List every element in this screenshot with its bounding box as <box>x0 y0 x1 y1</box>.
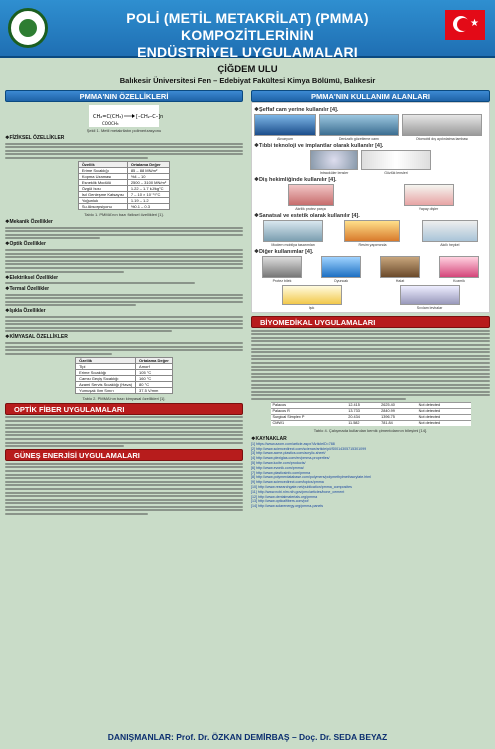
reference-item[interactable]: [2] http://www.sciencedirect.com/science/article/pii/S0014305715301099 <box>251 446 367 451</box>
eyeglass-label: Gözlük lensleri <box>384 171 408 175</box>
bio-table-cell: Not detected <box>417 420 471 426</box>
props-table-cell: Kopma Uzaması <box>78 173 127 179</box>
reference-item[interactable]: [10] http://www.researchgate.net/publication/pmma_composites <box>251 485 352 490</box>
physical-properties-text <box>5 143 243 159</box>
painting-label: Resim yapımında <box>358 243 387 247</box>
props-table-cell: 2500 – 3100 MN/m² <box>127 179 169 185</box>
bio-table-cell: 20.434 <box>346 414 379 420</box>
intraocular-label: Intraoküler lensler <box>319 171 349 175</box>
wrist-label: Protez bilek <box>272 279 292 283</box>
optical-text <box>5 249 243 273</box>
props-table-cell: 85 – 88 MN/m² <box>127 167 169 173</box>
props-table-cell: 1.22 – 1.7 kJ/kg°C <box>127 185 169 191</box>
chem-table-cell: 105 °C <box>136 369 173 375</box>
bio-table-cell: 11.582 <box>346 420 379 426</box>
chem-table-cell: Amorf <box>136 363 173 369</box>
cosmetic-image <box>439 256 479 278</box>
chemical-text <box>5 342 243 355</box>
prosthesis-label: Akrilik protez parça <box>295 207 326 211</box>
physical-properties-table <box>78 161 170 210</box>
title-line-2: ENDÜSTRİYEL UYGULAMALARI <box>137 44 358 60</box>
cosmetic-label: Kozmik <box>453 279 465 283</box>
thermal-properties-title: ❖ Termal Özellikler <box>5 286 243 292</box>
chem-table-caption: Tablo 2. PMMA'nın bazı kimyasal özellikleri [1]. <box>82 395 166 401</box>
bio-table-cell: CMW1 <box>271 420 347 426</box>
car-lamp-label: Otomobil dış aydınlatma lambası <box>415 137 469 141</box>
props-table-cell: Isıl Genleşme Katsayısı <box>78 191 127 197</box>
svg-text:COOCH₃: COOCH₃ <box>102 121 119 126</box>
acrylic-prosthesis-image <box>288 184 334 206</box>
bio-table-cell: Surgical Simplex P <box>271 414 347 420</box>
usage-item-5: ❖ Diğer kullanımlar [4]. <box>254 249 487 255</box>
liquid-sheets-image <box>400 285 460 305</box>
usage-item-1: ❖ Şeffaf cam yerine kullanılır [4]. <box>254 107 487 113</box>
bio-table-cell: Not detected <box>417 414 471 420</box>
reference-item[interactable]: [3] http://www.acme-plastics.com/acrylic-sheet/ <box>251 451 326 456</box>
features-section-title: PMMA'NIN ÖZELLİKLERİ <box>5 90 243 102</box>
solar-energy-text <box>5 463 243 515</box>
electrical-properties-title: ❖ Elektriksel Özellikler <box>5 275 243 281</box>
chem-table-cell: Erime Sıcaklığı <box>76 369 136 375</box>
props-table-cell: 7 – 10 × 10⁻⁵/°C <box>127 191 169 197</box>
chem-table-cell: 37.5 V/mm <box>136 387 173 393</box>
usage-item-2: ❖ Tıbbi teknoloji ve implantlar olarak kullanılır [4]. <box>254 143 487 149</box>
bio-table-cell: Palacos R <box>271 408 347 414</box>
chem-table-row <box>76 387 173 393</box>
bio-table-cell: 2840.99 <box>379 408 416 414</box>
advisors-footer: DANIŞMANLAR: Prof. Dr. ÖZKAN DEMİRBAŞ – Doç. Dr. SEDA BEYAZ <box>107 732 388 742</box>
usage-pics-1 <box>254 114 487 141</box>
light-image <box>282 285 342 305</box>
usage-pics-5 <box>254 256 487 283</box>
teeth-label: Yapay dişler <box>418 207 439 211</box>
svg-text:[–CH₂–C–]n: [–CH₂–C–]n <box>136 114 164 120</box>
light-properties-title: ❖ Işıkla Özellikler <box>5 308 243 314</box>
painting-image <box>344 220 400 242</box>
title-line-1: POLİ (METİL METAKRİLAT) (PMMA) KOMPOZİTLERİNİN <box>126 10 369 43</box>
props-table-caption: Tablo 1. PMMA'nın bazı fiziksel özellikleri [1]. <box>84 211 164 217</box>
optic-fiber-section-title: OPTİK FİBER UYGULAMALARI <box>5 403 243 415</box>
chem-table-cell: 80 °C <box>136 381 173 387</box>
svg-text:CH₂=C(CH₃): CH₂=C(CH₃) <box>93 114 124 120</box>
reference-item[interactable]: [11] http://www.ncbi.nlm.nih.gov/pmc/articles/bone_cement <box>251 489 345 494</box>
solar-energy-section-title: GÜNEŞ ENERJİSİ UYGULAMALARI <box>5 449 243 461</box>
usage-pics-4 <box>254 220 487 247</box>
chem-table-cell: Azami Servis Sıcaklığı (Hava) <box>76 381 136 387</box>
props-table-cell: 1.19 – 1.2 <box>127 197 169 203</box>
prosthetic-wrist-image <box>262 256 302 278</box>
left-column <box>5 90 243 517</box>
eyeglass-lens-image <box>361 150 431 170</box>
usage-item-4: ❖ Sanatsal ve estetik olarak kullanılır [4]. <box>254 213 487 219</box>
author-name: ÇİĞDEM ULU <box>217 64 278 75</box>
bio-table-cell: 781.84 <box>379 420 416 426</box>
bio-table-cell: 1396.75 <box>379 414 416 420</box>
structure-caption: Şekil 1. Metil metakrilatın polimerizasyonu <box>86 128 162 133</box>
bone-cement-table <box>271 402 471 426</box>
sculpture-label: Akıllı heykel <box>440 243 460 247</box>
bio-table-cell: 2625.40 <box>379 402 416 408</box>
chemical-properties-title: ❖ KİMYASAL ÖZELLİKLER <box>5 334 243 340</box>
aquarium-image <box>254 114 316 136</box>
mechanical-properties-title: ❖ Mekanik Özellikler <box>5 219 243 225</box>
toy-label: Oyuncak <box>333 279 349 283</box>
submarine-window-image <box>319 114 399 136</box>
references-list <box>251 442 490 509</box>
props-table-cell: Yoğunluk <box>78 197 127 203</box>
polymerization-structure-diagram <box>89 105 164 127</box>
bio-table-cell: Palacos <box>271 402 347 408</box>
chem-table-cell: Özellik <box>76 357 136 363</box>
props-table-cell: Esneklik Modülü <box>78 179 127 185</box>
aquarium-label: Akvaryum <box>277 137 293 141</box>
car-lamp-image <box>402 114 482 136</box>
usage-block <box>251 102 490 313</box>
bio-table-cell: 12.415 <box>346 402 379 408</box>
reference-item[interactable]: [8] http://www.polymerdatabase.com/polymers/polymethylmethacrylate.html <box>251 475 372 480</box>
chemical-properties-table <box>75 357 173 394</box>
props-table-cell: Su Absorpsiyonu <box>78 203 127 209</box>
bio-table-caption: Tablo 4. Çalışmada kullanılan kemik çimentolarının bileşimi [14]. <box>313 427 428 433</box>
biomedical-text <box>251 330 490 400</box>
chem-table-cell: Tipi <box>76 363 136 369</box>
turkish-flag-icon: ★ <box>445 10 485 40</box>
bio-table-cell: Not detected <box>417 402 471 408</box>
usage-pics-2 <box>254 150 487 175</box>
university-logo <box>8 8 48 48</box>
references-title: ❖ KAYNAKLAR <box>251 436 490 442</box>
mechanical-text <box>5 227 243 240</box>
toy-image <box>321 256 361 278</box>
rope-image <box>380 256 420 278</box>
reference-item[interactable]: [6] http://www.evonik.com/pmma/ <box>251 465 304 470</box>
props-table-cell: Erime Sıcaklığı <box>78 167 127 173</box>
sheets-label: Sıvılam levhalar <box>416 306 443 310</box>
reference-item[interactable]: [5] http://www.lucite.com/products/ <box>251 461 306 466</box>
furniture-image <box>263 220 323 242</box>
usage-section-title: PMMA'NIN KULLANIM ALANLARI <box>251 90 490 102</box>
poster-title <box>60 10 435 61</box>
chem-table-cell: Camsı Geçiş Sıcaklığı <box>76 375 136 381</box>
physical-properties-title: ❖ FİZİKSEL ÖZELLİKLER <box>5 135 243 141</box>
chem-table-cell: 160 °C <box>136 375 173 381</box>
bio-table-row <box>271 420 471 426</box>
bio-table-cell: Not detected <box>417 408 471 414</box>
reference-item[interactable]: [9] http://www.sciencedirect.com/topics/pmma <box>251 480 324 485</box>
light-text <box>5 316 243 332</box>
biomedical-section-title: BİYOMEDİKAL UYGULAMALARI <box>251 316 490 328</box>
props-table-cell: Özellik <box>78 161 127 167</box>
props-table-cell: Özgül Isısı <box>78 185 127 191</box>
reference-item[interactable]: [1] https://www.azom.com/article.aspx?ArticleID=788 <box>251 441 335 446</box>
sculpture-image <box>422 220 478 242</box>
intraocular-lens-image <box>310 150 358 170</box>
props-table-row <box>78 203 169 209</box>
poster-header <box>0 0 495 58</box>
usage-pics-6 <box>254 285 487 310</box>
electrical-text <box>5 282 243 284</box>
furniture-label: Modern mobilya tasarımları <box>271 243 315 247</box>
usage-item-3: ❖ Diş hekimliğinde kullanılır [4]. <box>254 177 487 183</box>
rope-label: Halat <box>395 279 405 283</box>
chem-table-cell: Ortalama Değer <box>136 357 173 363</box>
artificial-teeth-image <box>404 184 454 206</box>
light-label: Işık <box>308 306 315 310</box>
reference-item[interactable]: [7] http://www.plasticsinfo.com/pmma <box>251 470 311 475</box>
right-column <box>251 90 490 509</box>
reference-item[interactable]: [14] http://www.solarenergy.org/pmma-panels <box>251 504 324 509</box>
chem-table-cell: Yumuşak Ilım Sınırı <box>76 387 136 393</box>
reference-item[interactable]: [13] http://www.opticalfibers.com/pof <box>251 499 309 504</box>
optical-properties-title: ❖ Optik Özellikler <box>5 241 243 247</box>
props-table-cell: Ortalama Değer <box>127 161 169 167</box>
props-table-cell: %0.1 – 0.3 <box>127 203 169 209</box>
affiliation: Balıkesir Üniversitesi Fen – Edebiyat Fakültesi Kimya Bölümü, Balıkesir <box>119 76 376 85</box>
usage-pics-3 <box>254 184 487 211</box>
props-table-cell: %4 – 10 <box>127 173 169 179</box>
reference-item[interactable]: [4] http://www.plexiglas.com/en/pmma-properties/ <box>251 456 330 461</box>
thermal-text <box>5 294 243 307</box>
optic-fiber-text <box>5 416 243 447</box>
bio-table-cell: 13.733 <box>346 408 379 414</box>
submarine-label: Denizaltı gözetleme camı <box>338 137 380 141</box>
reference-item[interactable]: [12] http://www.dentalmaterials.org/pmma <box>251 494 318 499</box>
